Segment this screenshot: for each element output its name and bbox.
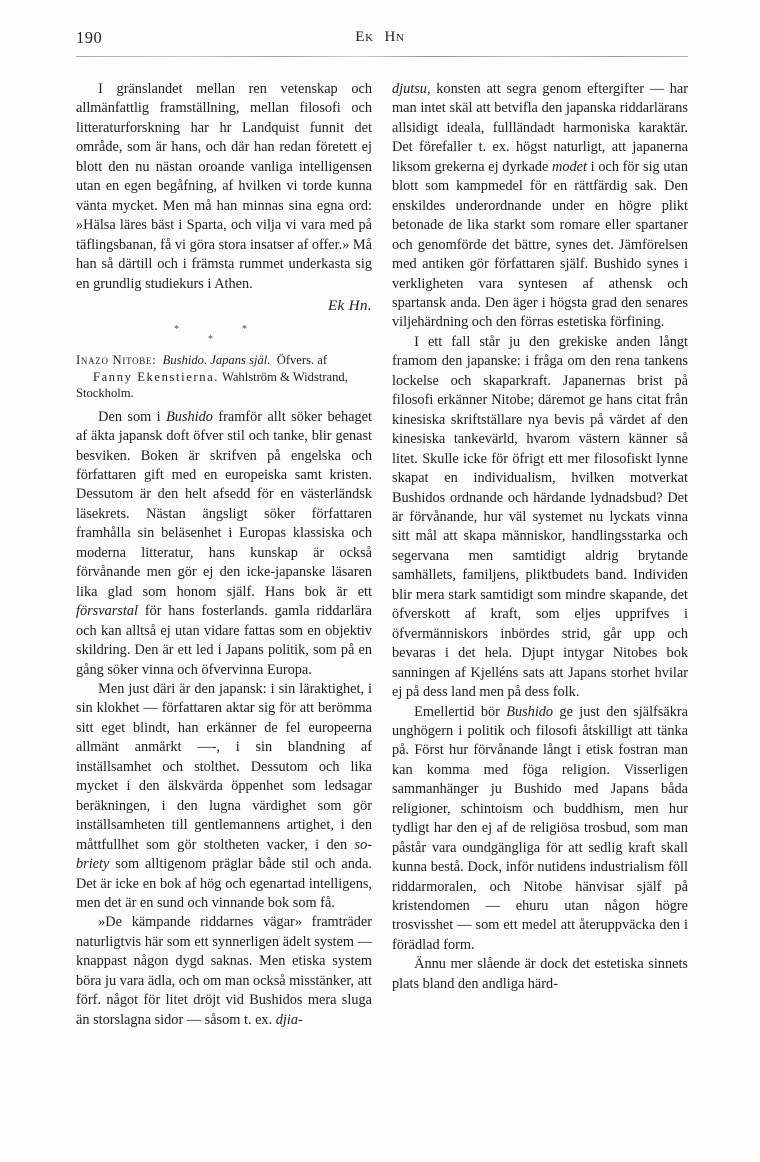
italic-sobriety: so-briety — [76, 836, 372, 873]
running-title-second: Hn — [384, 29, 405, 45]
citation-title: Bushido. Japans själ. — [162, 353, 271, 368]
text-run: Den som i — [98, 408, 167, 425]
asterisk-center: * — [208, 334, 213, 346]
page-folio: 190 — [76, 28, 103, 47]
italic-forsvarstal: försvarstal — [76, 603, 138, 620]
left-column — [76, 80, 372, 1030]
citation-publisher: Wahlström & Widstrand, — [221, 369, 348, 384]
italic-djiajutsu-head: djia- — [275, 1011, 303, 1028]
running-title — [76, 29, 684, 46]
asterisk-divider — [76, 318, 372, 348]
asterisk-right: * — [242, 324, 247, 336]
paragraph-review-end: I gränslandet mellan ren vetenskap och allmänfattlig framställning, mellan filosofi och litteraturforskning har hr Landquist funnit det område, som är hans, och där han redan företett ej blott den nu nästan oroande vanliga intelligensen utan en egen begåfning, af hvilken vi torde kunna vänta mycket. Men må han minnas sina egna ord: »Hälsa läres bäst i Sparta, och vilja vi vara med på täflingsbanan, få vi göra stora insatser af offer.» Må han så därtill och i främsta rummet underkasta sig en grundlig studiekurs i Athen. — [76, 81, 372, 292]
text-run: , konsten att segra genom eftergifter — har man intet skäl att betvifla den japanska riddarlärans allsidigt ideala, fullländadt harmoniska karaktär. Det förefaller t. ex. högst naturligt, att japanerna liksom grekerna ej dyrkade — [392, 81, 688, 175]
citation-translation-label: Öfvers. af — [276, 353, 328, 368]
paragraph-japanskhet — [76, 680, 372, 913]
header-rule — [76, 56, 688, 57]
article-signature: Ek Hn. — [327, 297, 372, 314]
book-citation — [76, 352, 372, 401]
text-run: Men just däri är den japansk: i sin läraktighet, i sin klokhet — författaren aktar sig för att berömma sitt eget blindt, han erkänner de fel europeerna allmänt anmärkt —-, i sin blandning af inställsamhet och stolthet. Dessutom och lika mycket i den älskvärda öppenhet som ledsagar beräkningen, i den lugna värdighet som gör inställsamheten till gentlemannens artighet, i den måttfullhet som gör stoltheten vacker, i den — [76, 681, 372, 853]
right-column — [392, 80, 688, 994]
text-run: för hans fosterlands. gamla riddarlära och kan alltså ej utan vidare fattas som en objektiv skildring. Den är ett led i Japans politik, som på en gång söker vinna och öfvervinna Europa. — [76, 603, 372, 678]
paragraph-bushido-intro — [76, 408, 372, 680]
citation-translator: Fanny Ekenstierna. — [93, 369, 220, 384]
italic-bushido: Bushido — [166, 408, 213, 425]
paragraph-riddarnes-vagar — [76, 913, 372, 1030]
paragraph-estetiska-sinnet: Ännu mer slående är dock det estetiska sinnets plats bland den andliga härd- — [392, 956, 688, 992]
paragraph-grekiska-anden: I ett fall står ju den grekiske anden långt framom den japanske: i fråga om den rena tankens lockelse och skaparkraft. Japanernas brist på filosofi erkänner Nitobe; däremot ge hans citat från kinesiska skriftställare nya bevis på värdet af den kinesiska tankevärld, hvarom västern känner så litet. Skulle icke för öfrigt ett mer filosofiskt lynne skapat en individualism, hvilken motverkat Bushidos ordnande och härdande lydnadsbud? Det är förvånande, hur väl systemet nu lyckats vinna sitt mål att skapa människor, handlingsstarka och segervana men samtidigt aldrig brytande samhällets, familjens, pliktbudets band. Individen blir mera stark samtidigt som mindre skapande, det öfverskott af kraft, som eljes upprifves i öfvermänniskors inbördes strid, går upp och bevaras i det hela. Djupt intygar Nitobes bok sanningen af Kjelléns sats att Japans storhet hvilar ej på dess land men på dess folk. — [392, 333, 688, 701]
text-run: framför allt söker behaget af äkta japansk doft öfver stil och tanke, blir genast besviken. Boken är skrifven på engelska och författaren gift med en europeiska samt kristen. Dessutom är den helt afsedd för en västerländsk läsekrets. Nästan ängsligt söker författaren framhålla sin beläsenhet i Europas klassiska och moderna litteratur, hans kunskap är också förvånande men gör ej den icke-japanske läsaren lika glad som honom själf. Hans bok är ett — [76, 408, 372, 600]
running-title-first: Ek — [355, 29, 374, 45]
text-run: i och för sig utan blott som kampmedel för en rättfärdig sak. Den enskildes underordnande under en högre plikt betonade de lika starkt som romare eller spartaner och genomförde det bättre, synes det. Jämförelsen med antiken gör författaren själf. Bushido synes i verkligheten vara syntesen af athensk och spartansk anda. Den äger i högsta grad den senares viljehärdning och den förras estetiska förfining. — [392, 158, 688, 331]
citation-author: Inazo Nitobe: — [76, 353, 157, 368]
italic-djiajutsu-tail: djutsu — [392, 81, 427, 97]
text-run: »De kämpande riddarnes vägar» framträder naturligtvis här som ett synnerligen ädelt system — knappast någon dygd saknas. Men etiska system böra ju vara ädla, och om man också misstänker, att förf. något för litet dröjt vid Bushidos mera sluga än storslagna sidor — såsom t. ex. — [76, 914, 372, 1028]
text-run: som alltigenom präglar både stil och anda. Det är icke en bok af hög och egenartad intelligens, men det är en sund och vinnande bok som få. — [76, 856, 372, 911]
paragraph-unghogern — [392, 703, 688, 956]
citation-place: Stockholm. — [76, 386, 134, 401]
text-run: Emellertid bör — [414, 703, 507, 720]
paragraph-djiajutsu-continued — [392, 80, 688, 333]
text-run: ge just den själfsäkra unghögern i politik och filosofi åtskilligt att tänka på. Först hur förvånande långt i etisk fostran man kan komma med föga religion. Visserligen sammanhänger ju Bushido med Japans båda religioner, schintoism och buddhism, men hur tydligt har den ej af de religiösa trosbud, som man påstår vara oundgängliga för att sedlig kraft skall kunna bestå. Dock, inför nutidens industrialism föll riddarmoralen, och Nitobe hänvisar själf på kristendomen — ehuru utan någon högre trosvisshet — som ett medel att återuppväcka den i förädlad form. — [392, 703, 688, 953]
running-head — [76, 28, 684, 54]
italic-modet: modet — [552, 158, 587, 175]
italic-bushido-2: Bushido — [506, 703, 554, 720]
asterisk-left: * — [174, 324, 179, 336]
